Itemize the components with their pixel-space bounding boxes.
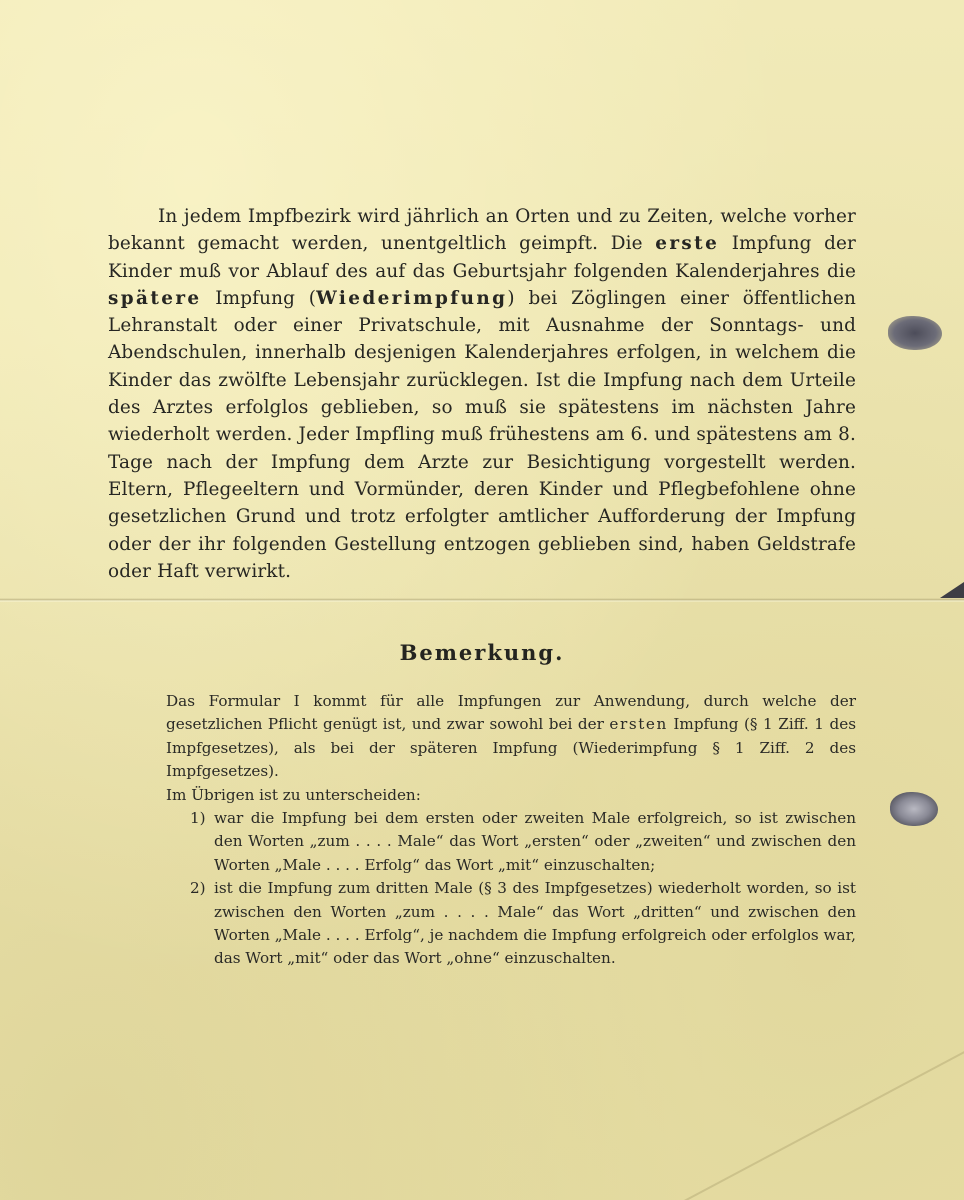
remark-section <box>166 690 856 971</box>
paragraph-text-3: Impfung ( <box>201 287 317 309</box>
emphasis-spaetere: spätere <box>108 287 202 309</box>
paper-crease <box>597 1030 964 1200</box>
paragraph-text-4: ) bei Zöglingen einer öffentlichen Lehranstalt oder einer Privatschule, mit Ausnahme der Sonntags- und Abendschulen, innerhalb desjenigen Kalenderjahres erfolgen, in welchem die Kinder das zwölfte Lebensjahr zurücklegen. Ist die Impfung nach dem Urteile des Arztes erfolglos geblieben, so muß sie spätestens im nächsten Jahre wiederholt werden. Jeder Impfling muß frühestens am 6. und spätestens am 8. Tage nach der Impfung dem Arzte zur Besichtigung vorgestellt werden. Eltern, Pflegeeltern und Vormünder, deren Kinder und Pflegbefohlene ohne gesetzlichen Grund und trotz erfolgter amtlicher Aufforderung der Impfung oder der ihr folgenden Gestellung entzogen geblieben sind, haben Geldstrafe oder Haft verwirkt. <box>108 287 856 582</box>
emphasis-wiederimpfung: Wiederimpfung <box>316 287 508 309</box>
remark-intro-text-1: Das Formular I kommt für alle Impfungen zur Anwendung, durch welche der gesetzlichen Pflicht genügt ist, und zwar sowohl bei der <box>166 692 856 734</box>
remark-list <box>166 807 856 971</box>
list-item-number: 2) <box>190 879 206 898</box>
list-item <box>190 807 856 877</box>
paper-fold <box>0 598 964 602</box>
paragraph-text-2: Impfung der Kinder muß vor Ablauf des auf das Geburtsjahr folgenden Kalenderjahres die <box>108 233 856 282</box>
remark-intro-text-2: Impfung (§ 1 Ziff. 1 des Impfgesetzes), als bei der späteren Impfung (Wiederimpfung § 1 Ziff. 2 des Impfgesetzes). <box>166 715 856 781</box>
remark-sub-intro: Im Übrigen ist zu unterscheiden: <box>166 785 421 804</box>
list-item-text: war die Impfung bei dem ersten oder zweiten Male erfolgreich, so ist zwischen den Worten „zum . . . . Male“ das Wort „ersten“ oder „zweiten“ und zwischen den Worten „Male . . . . Erfolg“ das Wort „mit“ einzuschalten; <box>214 809 856 874</box>
paper-tear <box>940 582 964 598</box>
punch-hole-upper <box>888 316 942 350</box>
remark-intro <box>166 690 856 784</box>
paragraph-text-1: In jedem Impfbezirk wird jährlich an Orten und zu Zeiten, welche vorher bekannt gemacht werden, unentgeltlich geimpft. Die <box>108 206 856 255</box>
remark-heading: Bemerkung. <box>399 640 565 665</box>
vaccination-regulation-paragraph <box>108 203 856 585</box>
list-item <box>190 877 856 971</box>
list-item-text: ist die Impfung zum dritten Male (§ 3 des Impfgesetzes) wiederholt worden, so ist zwischen den Worten „zum . . . . Male“ das Wort „dritten“ und zwischen den Worten „Male . . . . Erfolg“, je nachdem die Impfung erfolgreich oder erfolglos war, das Wort „mit“ oder das Wort „ohne“ einzuschalten. <box>214 879 856 968</box>
punch-hole-lower <box>890 792 938 826</box>
emphasis-erste: erste <box>655 233 720 255</box>
list-item-number: 1) <box>190 809 206 828</box>
remark-emphasis-ersten: ersten <box>609 715 668 734</box>
